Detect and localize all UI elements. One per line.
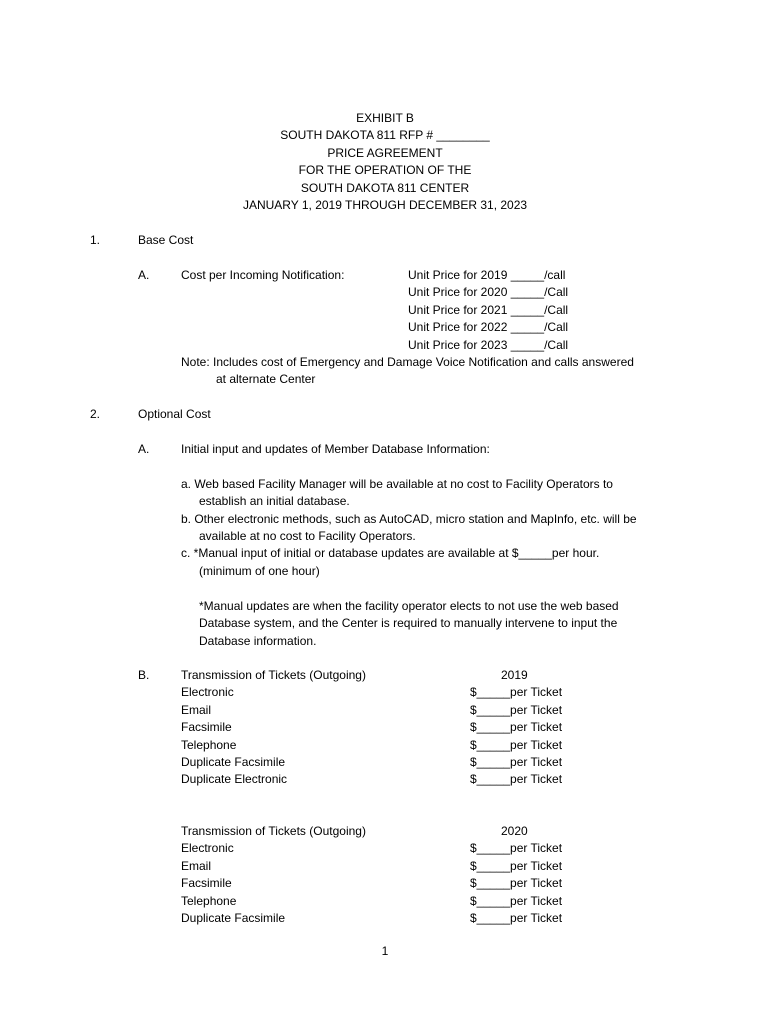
ticket-table-2020-labels [181,823,366,927]
ticket-row-label: Email [181,702,212,717]
ticket-table-2020-prices [470,823,562,927]
unit-price-2020: Unit Price for 2020 _____/Call [408,285,569,300]
ticket-row-price: $_____per Ticket [470,754,563,769]
section-1-title: Base Cost [138,233,194,247]
ticket-row-label: Duplicate Electronic [181,772,288,787]
subitem-b-line-1: b. Other electronic methods, such as AutoCAD, micro station and MapInfo, etc. will be [181,512,637,526]
subitem-a-line-1: a. Web based Facility Manager will be available at no cost to Facility Operators to [181,477,613,491]
ticket-row-label: Duplicate Facsimile [181,910,286,925]
rfp-number: SOUTH DAKOTA 811 RFP # ________ [280,128,490,143]
section-2a-title: Initial input and updates of Member Database Information: [181,442,490,456]
ticket-row-price: $_____per Ticket [470,702,563,717]
footnote-line: Database system, and the Center is required to manually intervene to input the [199,616,618,631]
note-line-1: Note: Includes cost of Emergency and Damage Voice Notification and calls answered [181,355,634,369]
ticket-row-price: $_____per Ticket [470,876,563,891]
ticket-row-label: Telephone [181,737,237,752]
document-header [0,110,770,214]
subitem-c-line-1: c. *Manual input of initial or database updates are available at $_____per hour. [181,546,600,560]
unit-price-2019: Unit Price for 2019 _____/call [408,268,566,282]
note-line-2: at alternate Center [216,372,316,386]
footnote-line: Database information. [199,633,317,648]
operation-title: FOR THE OPERATION OF THE [298,163,472,178]
ticket-row-price: $_____per Ticket [470,737,563,752]
section-2-title: Optional Cost [138,407,211,421]
page-number: 1 [381,944,389,958]
exhibit-title: EXHIBIT B [356,111,414,125]
section-1-number: 1. [90,233,101,247]
ticket-table-title: Transmission of Tickets (Outgoing) [181,668,366,682]
ticket-row-label: Telephone [181,893,237,908]
ticket-row-price: $_____per Ticket [470,772,563,787]
ticket-table-year: 2020 [501,824,528,838]
ticket-row-price: $_____per Ticket [470,685,563,700]
ticket-row-price: $_____per Ticket [470,910,563,925]
unit-price-2021: Unit Price for 2021 _____/Call [408,302,569,317]
footnote-line: *Manual updates are when the facility operator elects to not use the web based [199,599,619,613]
section-2-number: 2. [90,407,101,421]
agreement-title: PRICE AGREEMENT [327,145,443,160]
subitem-a-line-2: establish an initial database. [199,494,350,508]
unit-price-2023: Unit Price for 2023 _____/Call [408,337,569,352]
ticket-row-label: Email [181,858,212,873]
center-title: SOUTH DAKOTA 811 CENTER [300,180,470,195]
unit-price-list [408,267,568,354]
ticket-table-year: 2019 [501,668,528,682]
manual-updates-footnote [199,598,619,650]
ticket-row-price: $_____per Ticket [470,893,563,908]
ticket-row-price: $_____per Ticket [470,720,563,735]
ticket-row-price: $_____per Ticket [470,841,563,856]
ticket-row-label: Facsimile [181,720,232,735]
ticket-row-label: Duplicate Facsimile [181,754,286,769]
ticket-row-label: Electronic [181,685,234,700]
ticket-table-title: Transmission of Tickets (Outgoing) [181,824,366,838]
subitem-c-line-2: (minimum of one hour) [199,564,320,578]
subitem-b-line-2: available at no cost to Facility Operators. [199,529,416,543]
ticket-table-2019-labels [181,667,366,789]
section-2b-letter: B. [138,668,150,682]
section-1a-label: Cost per Incoming Notification: [181,268,345,282]
ticket-row-label: Facsimile [181,876,232,891]
section-2a-letter: A. [138,442,150,456]
section-1a-letter: A. [138,268,150,282]
ticket-row-label: Electronic [181,841,234,856]
ticket-table-2019-prices [470,667,562,789]
ticket-row-price: $_____per Ticket [470,858,563,873]
unit-price-2022: Unit Price for 2022 _____/Call [408,320,569,335]
date-range: JANUARY 1, 2019 THROUGH DECEMBER 31, 2023 [242,197,528,212]
